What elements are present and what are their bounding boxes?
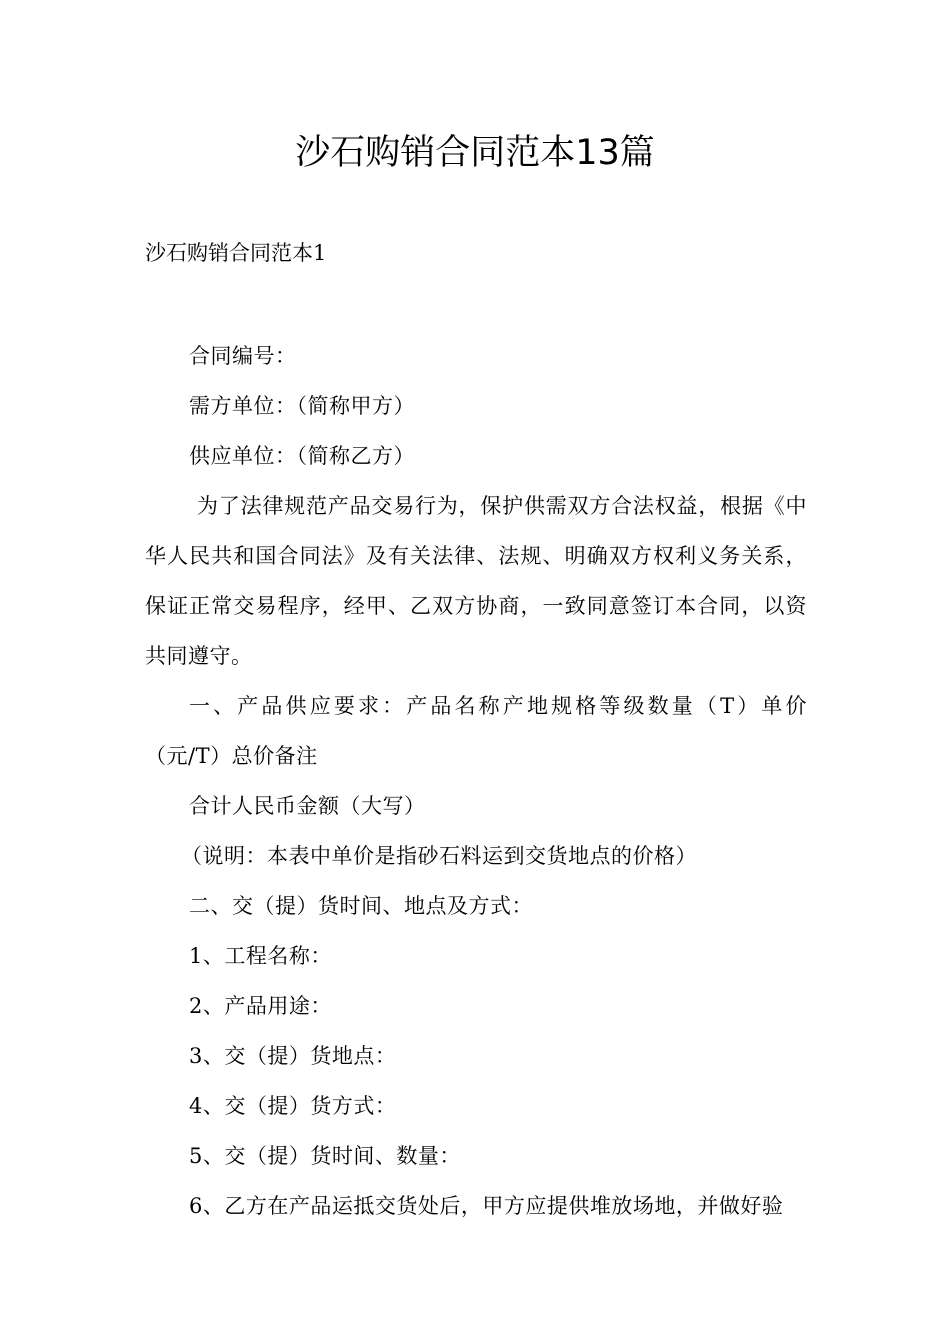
list-item: 4、交（提）货方式： xyxy=(189,1094,397,1118)
list-item: 5、交（提）货时间、数量： xyxy=(189,1144,461,1168)
document-body xyxy=(145,331,807,1231)
list-item: 1、工程名称： xyxy=(189,944,332,968)
clause-1-paragraph: 一、产品供应要求：产品名称产地规格等级数量（T）单价（元/T）总价备注 xyxy=(145,694,807,768)
document-title: 沙石购销合同范本13篇 xyxy=(295,133,655,173)
price-note-line: （说明：本表中单价是指砂石料运到交货地点的价格） xyxy=(181,844,697,868)
total-amount-line: 合计人民币金额（大写） xyxy=(189,794,426,818)
list-item: 6、乙方在产品运抵交货处后，甲方应提供堆放场地，并做好验 xyxy=(189,1194,784,1218)
list-item: 3、交（提）货地点： xyxy=(189,1044,397,1068)
preamble-paragraph: 为了法律规范产品交易行为，保护供需双方合法权益，根据《中华人民共和国合同法》及有关法律、法规、明确双方权利义务关系，保证正常交易程序，经甲、乙双方协商，一致同意签订本合同，以资共同遵守。 xyxy=(145,494,807,668)
section-title: 沙石购销合同范本1 xyxy=(145,241,327,265)
buyer-line: 需方单位：（简称甲方） xyxy=(189,394,415,418)
list-item: 2、产品用途： xyxy=(189,994,332,1018)
contract-number-line: 合同编号： xyxy=(189,344,297,368)
supplier-line: 供应单位：（简称乙方） xyxy=(189,444,415,468)
clause-2-heading: 二、交（提）货时间、地点及方式： xyxy=(189,894,533,918)
